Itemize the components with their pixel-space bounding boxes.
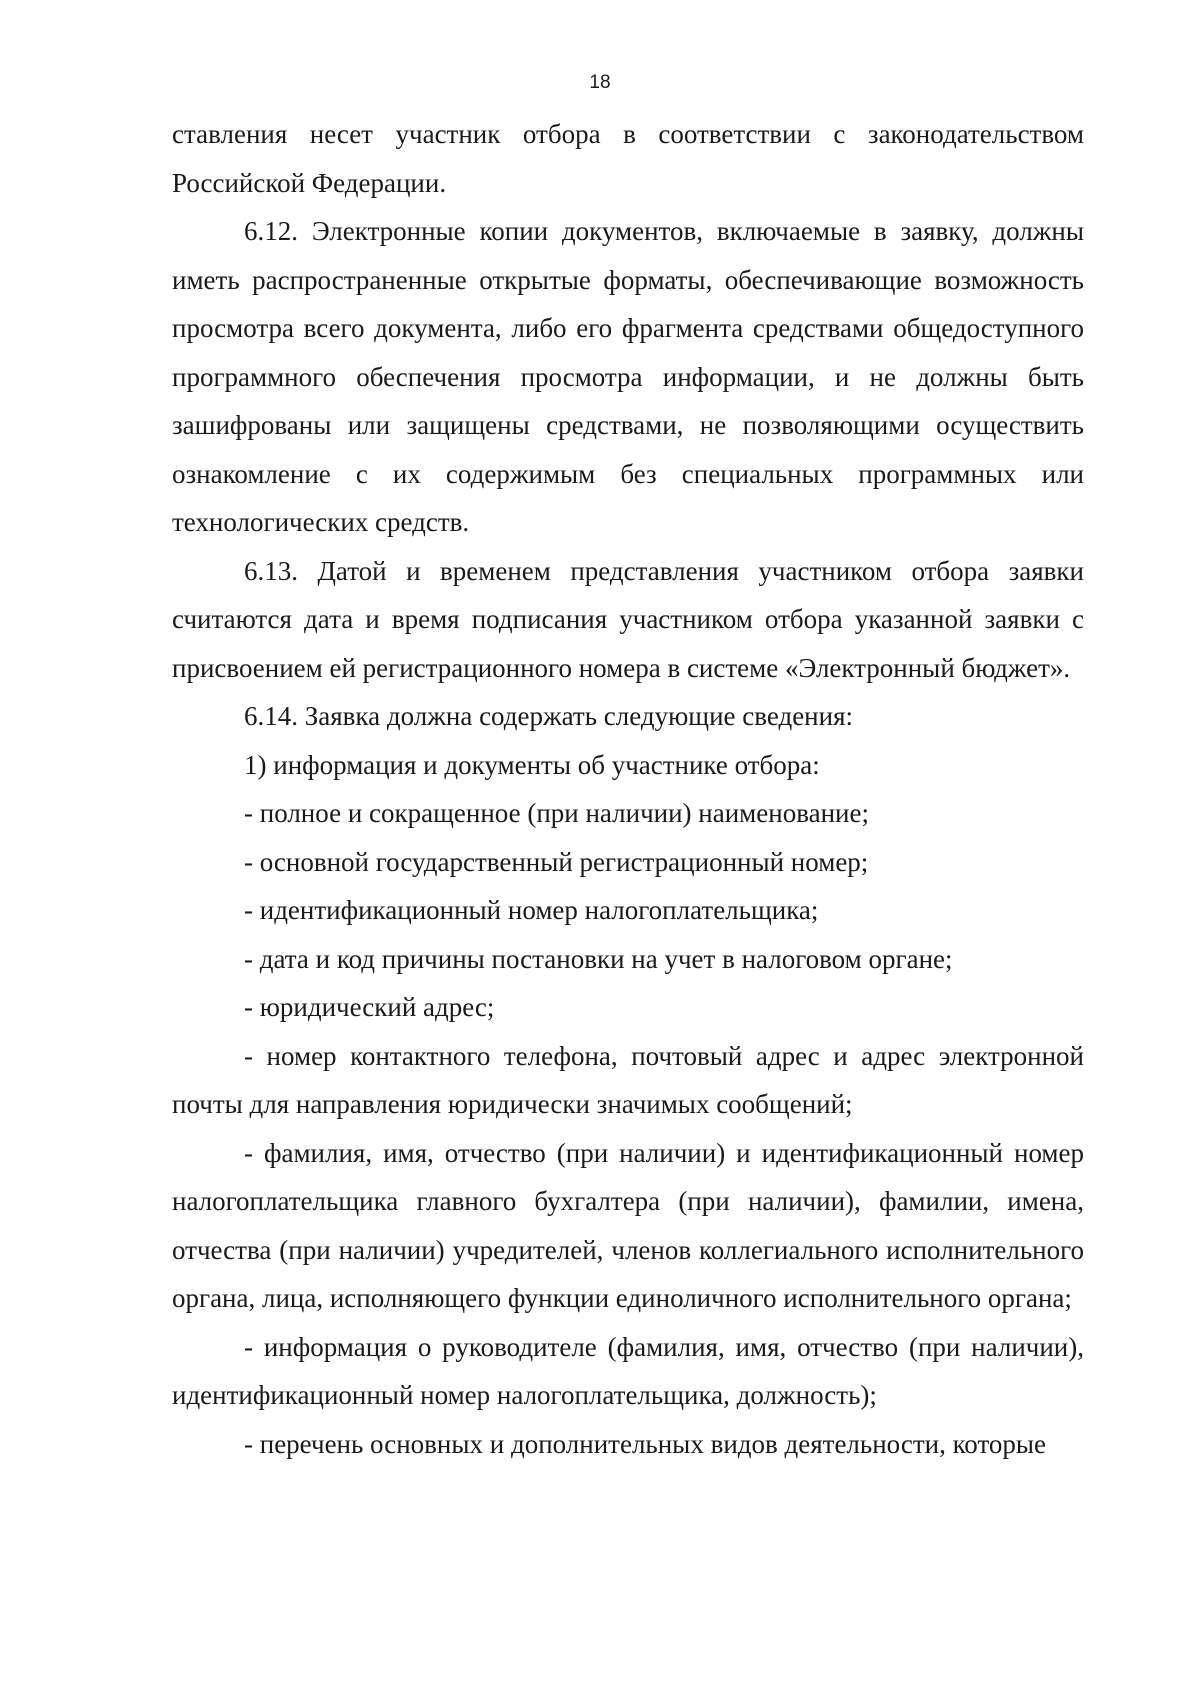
paragraph-6-14: 6.14. Заявка должна содержать следующие сведения: — [244, 701, 854, 731]
list-item-kpp: - дата и код причины постановки на учет в налоговом органе; — [244, 943, 953, 974]
paragraph-continuation: ставления несет участник отбора в соответствии с законодательством Российской Федерации. — [172, 119, 1084, 198]
list-item-name: - полное и сокращенное (при наличии) наименование; — [244, 798, 869, 828]
list-item-1: 1) информация и документы об участнике отбора: — [244, 749, 820, 780]
list-item-ogrn: - основной государственный регистрационный номер; — [244, 846, 869, 877]
list-item-address: - юридический адрес; — [244, 992, 495, 1022]
list-item-inn: - идентификационный номер налогоплательщика; — [244, 895, 819, 925]
paragraph-6-13: 6.13. Датой и временем представления участником отбора заявки считаются дата и время подписания участником отбора указанной заявки с присвоением ей регистрационного номера в системе «Электронный бюджет». — [172, 555, 1084, 683]
list-item-contacts: - номер контактного телефона, почтовый адрес и адрес электронной почты для направления юридически значимых сообщений; — [172, 1040, 1084, 1119]
list-item-accountant: - фамилия, имя, отчество (при наличии) и идентификационный номер налогоплательщика главного бухгалтера (при наличии), фамилии, имена, отчества (при наличии) учредителей, членов коллегиального исполнительного органа, лица, исполняющего функции единоличного исполнительного органа; — [172, 1137, 1084, 1313]
list-item-activities: - перечень основных и дополнительных видов деятельности, которые — [244, 1428, 1047, 1459]
list-item-director: - информация о руководителе (фамилия, имя, отчество (при наличии), идентификационный номер налогоплательщика, должность); — [172, 1331, 1084, 1410]
paragraph-6-12: 6.12. Электронные копии документов, включаемые в заявку, должны иметь распространенные открытые форматы, обеспечивающие возможность просмотра всего документа, либо его фрагмента средствами общедоступного программного обеспечения просмотра информации, и не должны быть зашифрованы или защищены средствами, не позволяющими осуществить ознакомление с их содержимым без специальных программных или технологических средств. — [172, 216, 1084, 537]
document-body — [172, 110, 1084, 1468]
page-number: 18 — [589, 72, 611, 93]
